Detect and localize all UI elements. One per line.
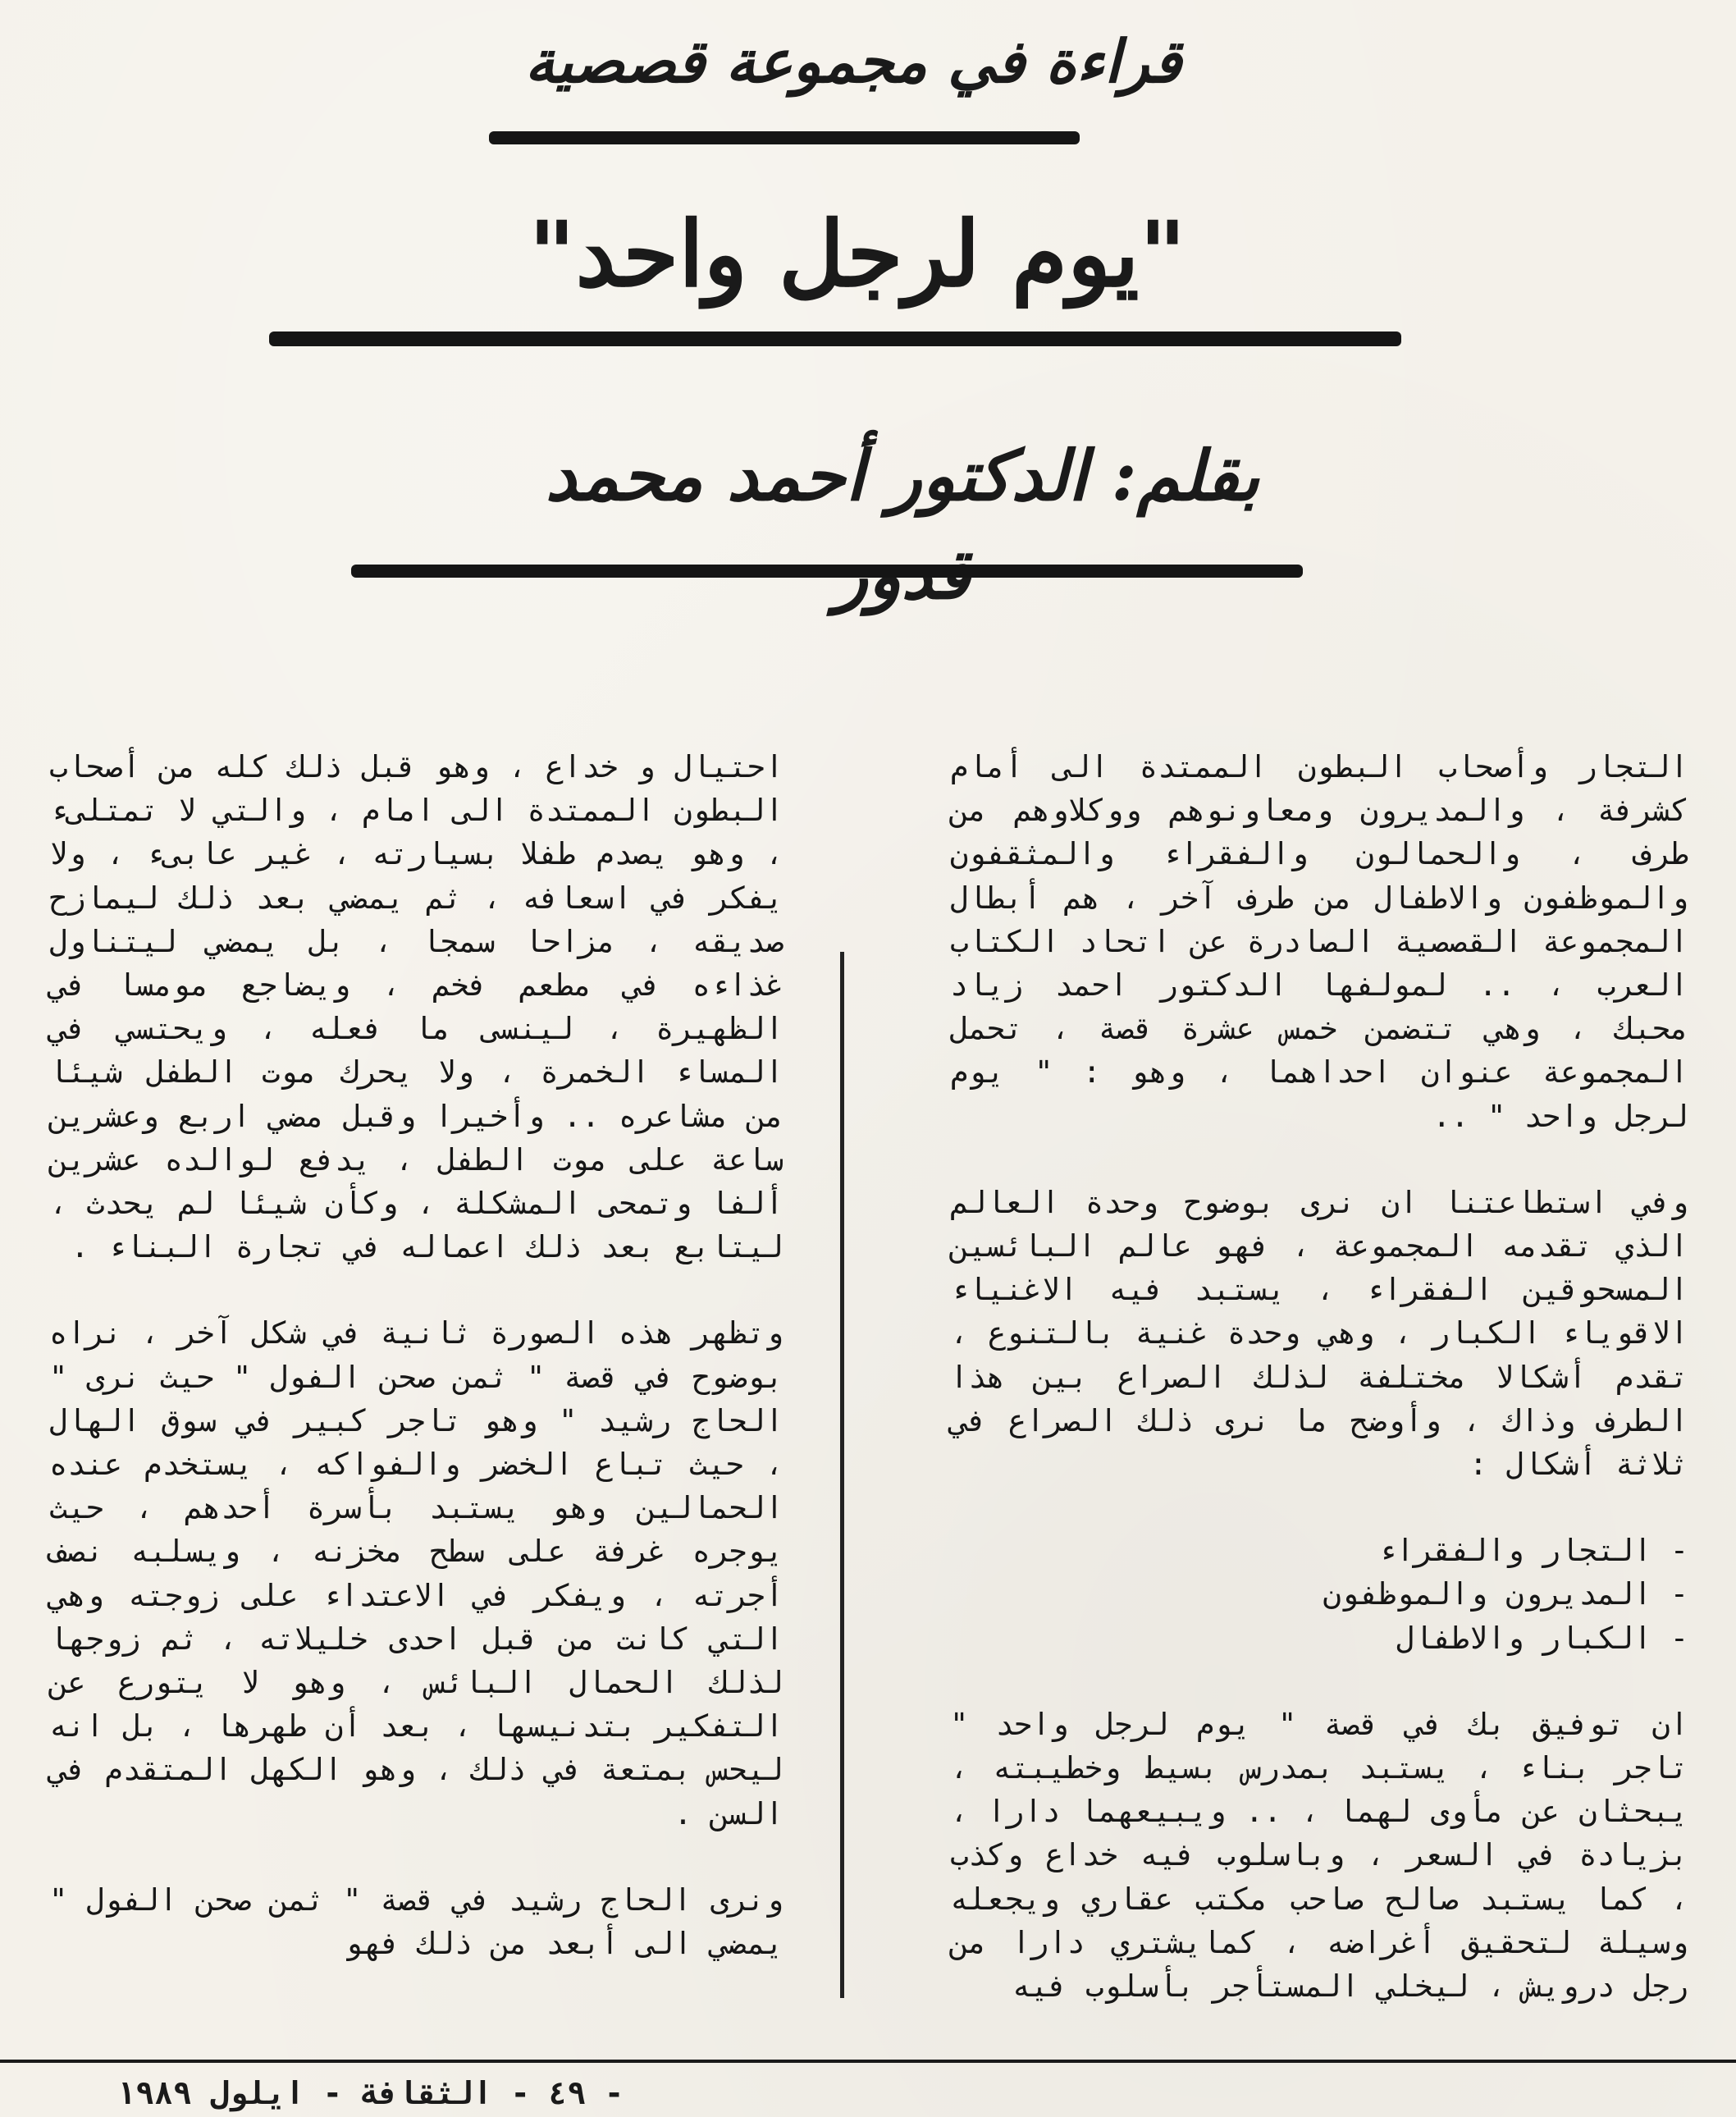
paragraph: التجار وأصحاب البطون الممتدة الى أمام كشرفة ، والمديرون ومعاونوهم ووكلاوهم من طرف ، والحمالون والفقراء والمثقفون والموظفون والاطفال من طرف آخر ، هم أبطال المجموعة القصصية الصادرة عن اتحاد الكتاب العرب ، .. لمولفها الدكتور احمد زياد محبك ، وهي تتضمن خمس عشرة قصة ، تحمل المجموعة عنوان احداهما ، وهو : " يوم لرجل واحد " ..	[950, 749, 1688, 1134]
right-column	[950, 745, 1688, 2051]
section-heading: قراءة في مجموعة قصصية	[524, 26, 1182, 96]
list-item: - التجار والفقراء	[1377, 1533, 1688, 1569]
column-divider	[840, 952, 844, 1998]
paragraph: وتظهر هذه الصورة ثانية في شكل آخر ، نراه بوضوح في قصة " ثمن صحن الفول " حيث نرى " الحاج رشيد " وهو تاجر كبير في سوق الهال ، حيث تباع الخضر والفواكه ، يستخدم عنده الحمالين وهو يستبد بأسرة أحدهم ، حيث يوجره غرفة على سطح مخزنه ، ويسلبه نصف أجرته ، ويفكر في الاعتداء على زوجته وهي التي كانت من قبل احدى خليلاته ، ثم زوجها لذلك الحمال البائس ، وهو لا يتورع عن التفكير بتدنيسها ، بعد أن طهرها ، بل انه ليحس بمتعة في ذلك ، وهو الكهل المتقدم في السن .	[49, 1315, 783, 1831]
paragraph: ونرى الحاج رشيد في قصة " ثمن صحن الفول " يمضي الى أبعد من ذلك فهو	[49, 1882, 783, 1962]
heading-rule	[489, 131, 1080, 144]
author-rule	[351, 565, 1303, 578]
page-footer: - ٤٩ - الثقافة - ايلول ١٩٨٩	[116, 2075, 624, 2111]
left-column	[49, 745, 783, 2008]
footer-rule	[0, 2060, 1736, 2063]
list-item: - المديرون والموظفون	[1323, 1576, 1688, 1612]
conflict-list	[950, 1529, 1688, 1660]
paragraph: احتيال و خداع ، وهو قبل ذلك كله من أصحاب البطون الممتدة الى امام ، والتي لا تمتلىء ، وهو يصدم طفلا بسيارته ، غير عابىء ، ولا يفكر في اسعافه ، ثم يمضي بعد ذلك ليمازح صديقه ، مزاحا سمجا ، بل يمضي ليتناول غذاءه في مطعم فخم ، ويضاجع مومسا في الظهيرة ، لينسى ما فعله ، ويحتسي في المساء الخمرة ، ولا يحرك موت الطفل شيئا من مشاعره .. وأخيرا وقبل مضي اربع وعشرين ساعة على موت الطفل ، يدفع لوالده عشرين ألفا وتمحى المشكلة ، وكأن شيئا لم يحدث ، ليتابع بعد ذلك اعماله في تجارة البناء .	[49, 749, 783, 1265]
author-byline: بقلم: الدكتور أحمد محمد	[545, 435, 1260, 516]
list-item: - الكبار والاطفال	[1396, 1620, 1688, 1656]
title-rule	[269, 331, 1401, 346]
article-title: "يوم لرجل واحد"	[528, 201, 1186, 307]
paragraph: ان توفيق بك في قصة " يوم لرجل واحد " تاجر بناء ، يستبد بمدرس بسيط وخطيبته ، يبحثان عن مأوى لهما ، .. ويبيعهما دارا ، بزيادة في السعر ، وباسلوب فيه خداع وكذب ، كما يستبد صالح صاحب مكتب عقاري ويجعله وسيلة لتحقيق أغراضه ، كمايشتري دارا من رجل درويش ، ليخلي المستأجر بأسلوب فيه	[950, 1706, 1688, 2005]
paragraph: وفي استطاعتنا ان نرى بوضوح وحدة العالم الذي تقدمه المجموعة ، فهو عالم البائسين المسحوقين الفقراء ، يستبد فيه الاغنياء الاقوياء الكبار ، وهي وحدة غنية بالتنوع ، تقدم أشكالا مختلفة لذلك الصراع بين هذا الطرف وذاك ، وأوضح ما نرى ذلك الصراع في ثلاثة أشكال :	[950, 1184, 1688, 1483]
